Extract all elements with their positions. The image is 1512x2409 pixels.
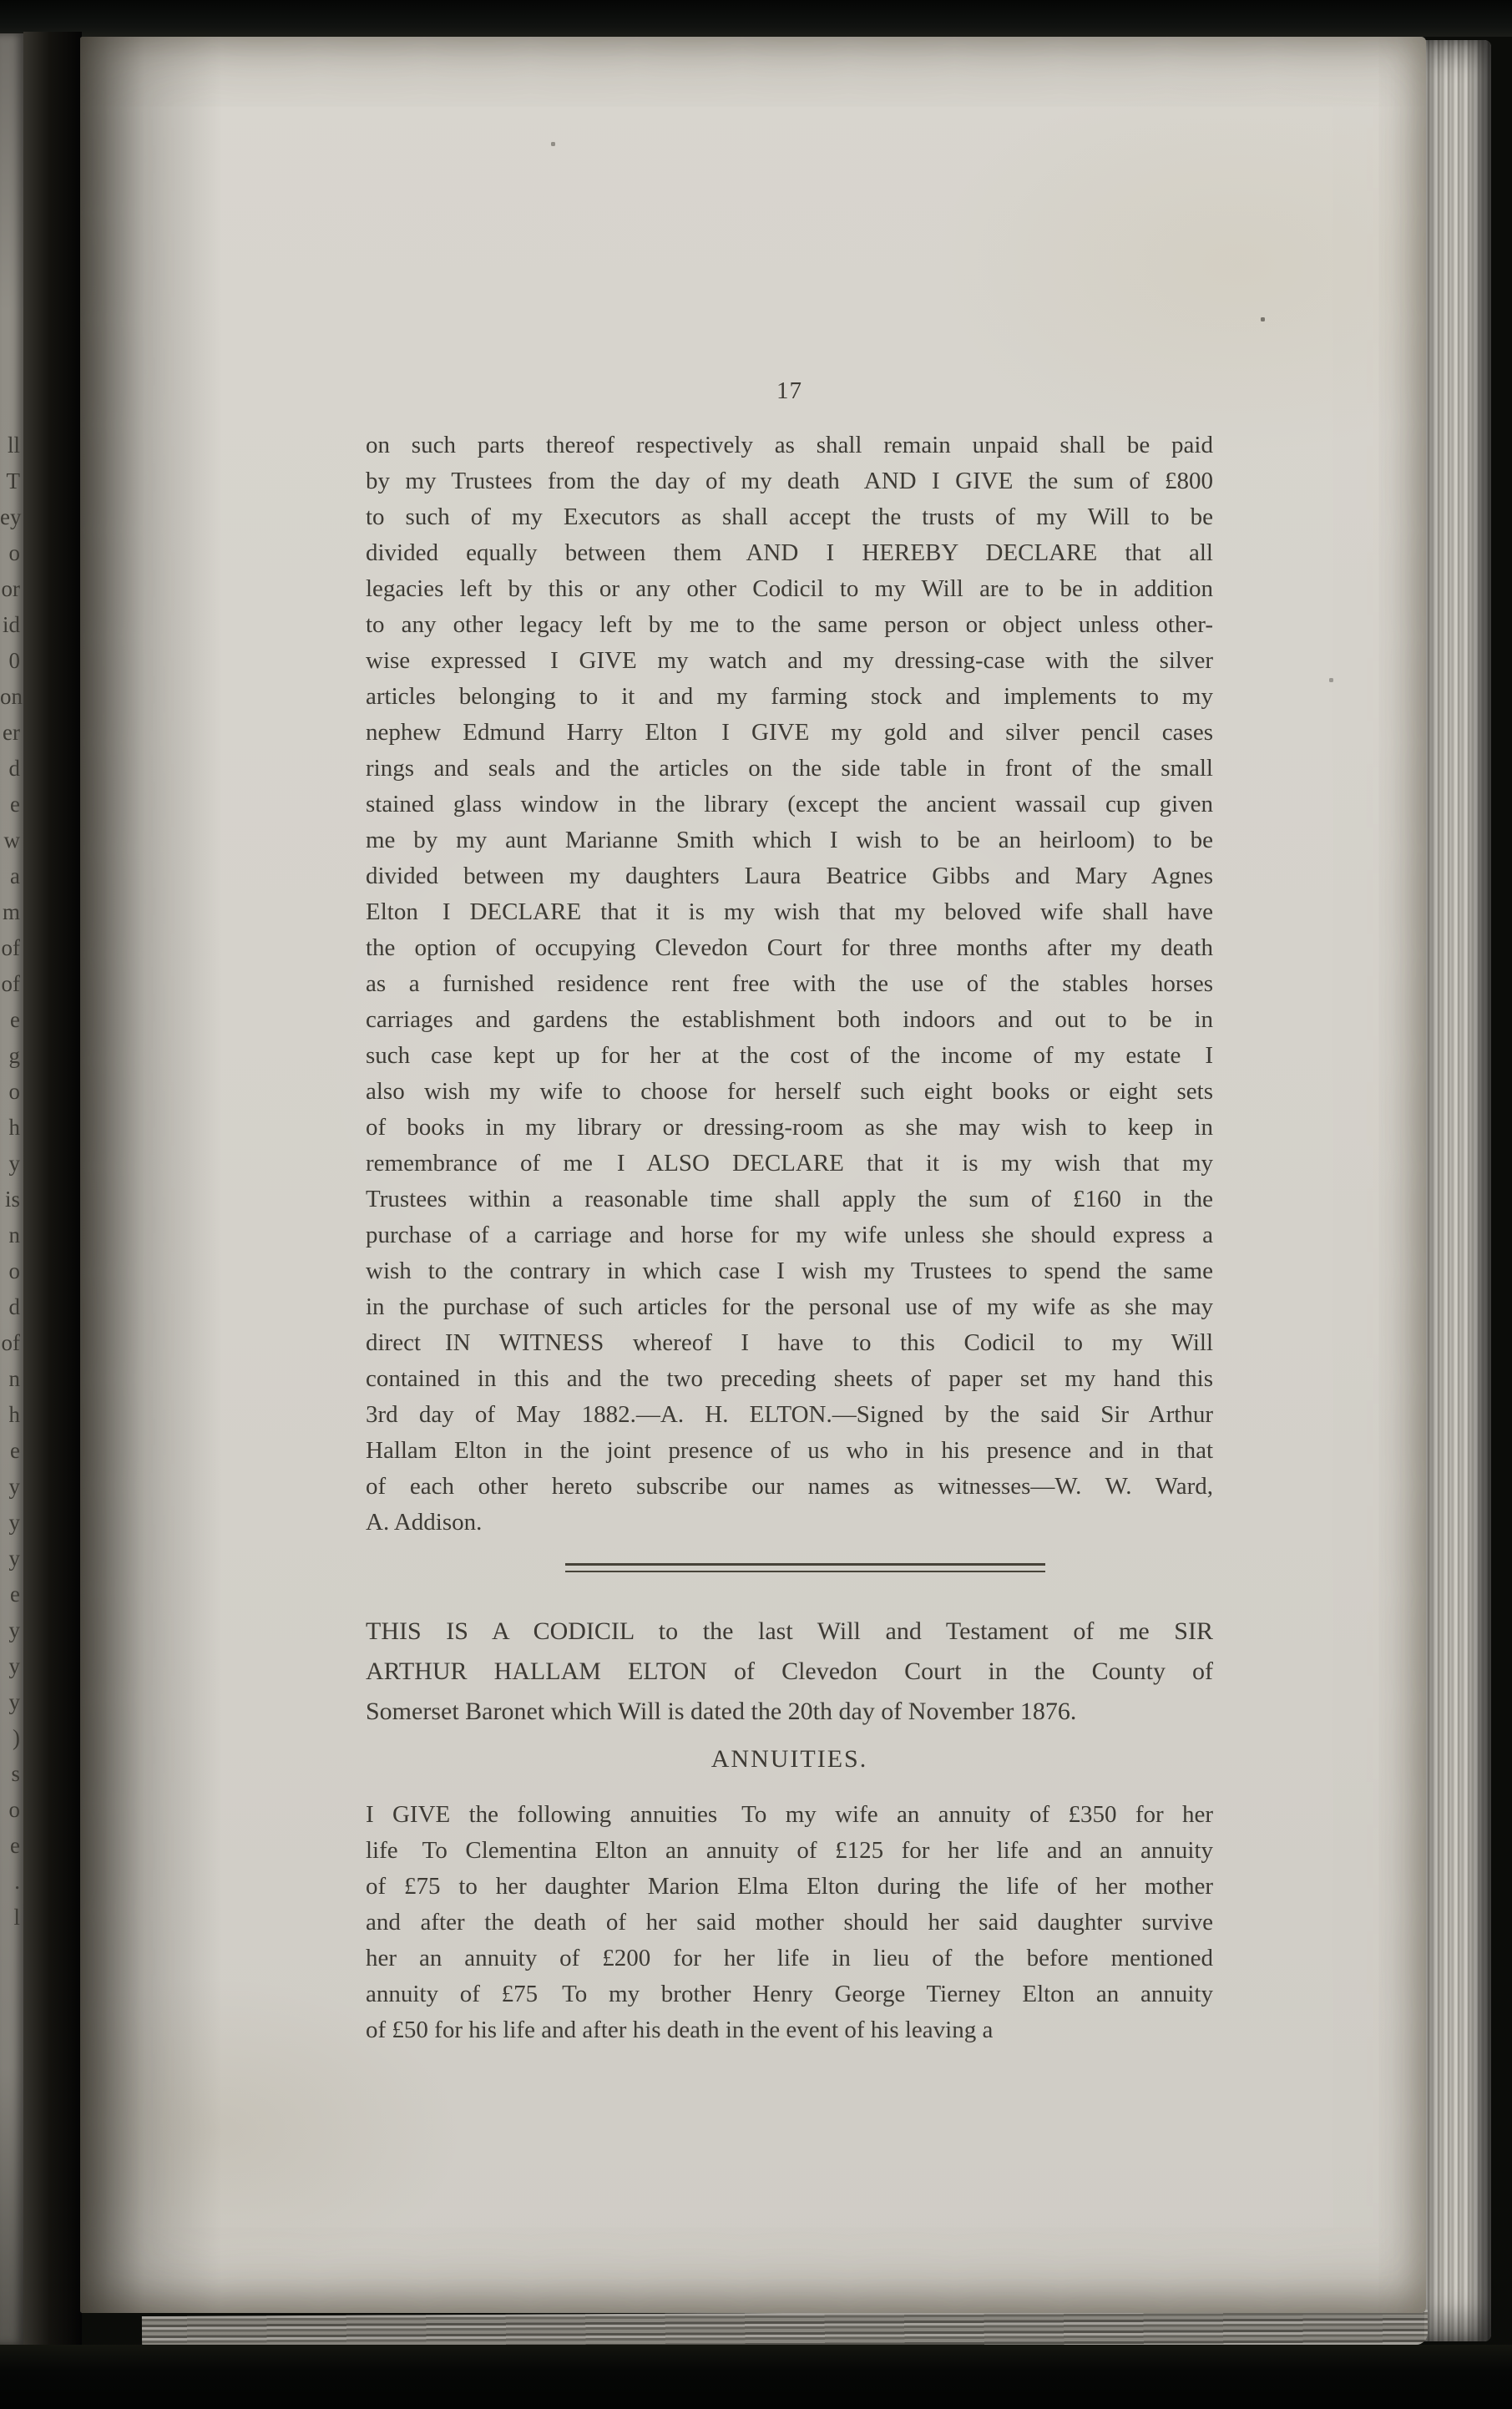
text-line: Hallam Elton in the joint presence of us who in his presence and in that [366, 1437, 1213, 1464]
text-fragment: l [13, 1905, 20, 1930]
page-stack-right-edge [1424, 40, 1491, 2341]
text-line: stained glass window in the library (except the ancient wassail cup given [366, 791, 1213, 817]
text-fragment: ey [0, 504, 22, 529]
annuities-paragraph [366, 1797, 1213, 2048]
text-line: wish to the contrary in which case I wish my Trustees to spend the same [366, 1258, 1213, 1284]
text-line: such case kept up for her at the cost of the income of my estate I [366, 1042, 1213, 1069]
text-line: to any other legacy left by me to the same person or object unless other- [366, 611, 1213, 638]
text-line: of £75 to her daughter Marion Elma Elton during the life of her mother [366, 1873, 1213, 1900]
page-number: 17 [776, 377, 802, 404]
text-line: 3rd day of May 1882.—A. H. ELTON.—Signed by the said Sir Arthur [366, 1401, 1213, 1428]
text-fragment: e [10, 1833, 20, 1858]
text-fragment: on [0, 684, 23, 709]
text-fragment: s [11, 1761, 20, 1786]
text-line: I GIVE the following annuities To my wife an annuity of £350 for her [366, 1801, 1213, 1828]
text-fragment: y [8, 1689, 20, 1714]
text-fragment: d [8, 1294, 20, 1319]
main-paragraph [366, 428, 1213, 1541]
text-line: as a furnished residence rent free with the use of the stables horses [366, 970, 1213, 997]
text-line: to such of my Executors as shall accept the trusts of my Will to be [366, 504, 1213, 530]
text-line: in the purchase of such articles for the personal use of my wife as she may [366, 1293, 1213, 1320]
text-fragment: y [8, 1653, 20, 1678]
text-fragment: e [10, 792, 20, 817]
text-fragment: ll [7, 433, 20, 458]
text-fragment: m [2, 899, 20, 924]
text-fragment: of [1, 1330, 20, 1355]
text-line: wise expressed I GIVE my watch and my dressing-case with the silver [366, 647, 1213, 674]
facing-page-text-fragments [0, 428, 23, 1936]
text-line: divided equally between them AND I HEREBY DECLARE that all [366, 539, 1213, 566]
text-line: contained in this and the two preceding sheets of paper set my hand this [366, 1365, 1213, 1392]
text-fragment: h [8, 1402, 20, 1427]
text-fragment: e [10, 1007, 20, 1032]
text-line: of each other hereto subscribe our names as witnesses—W. W. Ward, [366, 1473, 1213, 1500]
text-fragment: e [10, 1438, 20, 1463]
text-line: and after the death of her said mother should her said daughter survive [366, 1909, 1213, 1936]
text-line: articles belonging to it and my farming stock and implements to my [366, 683, 1213, 710]
text-fragment: a [10, 863, 20, 888]
text-fragment: o [8, 1797, 20, 1822]
text-line: Somerset Baronet which Will is dated the 20th day of November 1876. [366, 1698, 1077, 1725]
text-fragment: . [14, 1869, 20, 1894]
text-fragment: er [3, 720, 20, 745]
text-line: also wish my wife to choose for herself such eight books or eight sets [366, 1078, 1213, 1105]
text-line: nephew Edmund Harry Elton I GIVE my gold and silver pencil cases [366, 719, 1213, 746]
text-line: carriages and gardens the establishment both indoors and out to be in [366, 1006, 1213, 1033]
text-line: of £50 for his life and after his death in the event of his leaving a [366, 2017, 994, 2043]
text-fragment: or [1, 576, 20, 601]
text-fragment: y [8, 1546, 20, 1571]
text-line: of books in my library or dressing-room as she may wish to keep in [366, 1114, 1213, 1141]
text-line: annuity of £75 To my brother Henry George Tierney Elton an annuity [366, 1981, 1213, 2007]
text-line: by my Trustees from the day of my death AND I GIVE the sum of £800 [366, 468, 1213, 494]
scan-bottom-band [0, 2345, 1512, 2409]
text-line: divided between my daughters Laura Beatrice Gibbs and Mary Agnes [366, 863, 1213, 889]
text-fragment: o [8, 540, 20, 565]
text-fragment: e [10, 1582, 20, 1607]
text-fragment: y [8, 1617, 20, 1642]
text-fragment: n [8, 1366, 20, 1391]
text-line: A. Addison. [366, 1509, 483, 1536]
paper-specks [80, 37, 81, 38]
text-fragment: g [8, 1043, 20, 1068]
text-line: on such parts thereof respectively as shall remain unpaid shall be paid [366, 432, 1213, 458]
text-fragment: is [4, 1187, 20, 1212]
text-line: purchase of a carriage and horse for my wife unless she should express a [366, 1222, 1213, 1248]
text-fragment: o [8, 1079, 20, 1104]
text-line: remembrance of me I ALSO DECLARE that it is my wish that my [366, 1150, 1213, 1177]
text-line: Trustees within a reasonable time shall apply the sum of £160 in the [366, 1186, 1213, 1212]
text-fragment: id [2, 612, 20, 637]
text-line: rings and seals and the articles on the side table in front of the small [366, 755, 1213, 782]
text-fragment: o [8, 1258, 20, 1283]
section-divider-rule [565, 1563, 1045, 1572]
text-line: direct IN WITNESS whereof I have to this Codicil to my Will [366, 1329, 1213, 1356]
scan-top-band [0, 0, 1512, 37]
text-line: life To Clementina Elton an annuity of £125 for her life and an annuity [366, 1837, 1213, 1864]
annuities-heading: ANNUITIES. [710, 1745, 868, 1773]
text-line: THIS IS A CODICIL to the last Will and Testament of me SIR [366, 1617, 1213, 1645]
text-fragment: T [6, 468, 20, 493]
text-line: the option of occupying Clevedon Court for three months after my death [366, 934, 1213, 961]
text-line: ARTHUR HALLAM ELTON of Clevedon Court in the County of [366, 1657, 1213, 1685]
text-fragment: y [8, 1510, 20, 1535]
text-fragment: w [3, 827, 20, 853]
text-fragment: d [8, 756, 20, 781]
text-fragment: 0 [8, 648, 20, 673]
text-line: Elton I DECLARE that it is my wish that my beloved wife shall have [366, 898, 1213, 925]
text-fragment: h [8, 1115, 20, 1140]
text-fragment: n [8, 1222, 20, 1248]
book-page [80, 37, 1426, 2313]
text-fragment: y [8, 1474, 20, 1499]
text-fragment: ) [13, 1725, 20, 1750]
text-line: legacies left by this or any other Codicil to my Will are to be in addition [366, 575, 1213, 602]
codicil-paragraph [366, 1612, 1213, 1732]
text-fragment: of [1, 935, 20, 960]
text-fragment: of [1, 971, 20, 996]
book-gutter [23, 32, 82, 2346]
text-fragment: y [8, 1151, 20, 1176]
text-line: me by my aunt Marianne Smith which I wish to be an heirloom) to be [366, 827, 1213, 853]
text-line: her an annuity of £200 for her life in lieu of the before mentioned [366, 1945, 1213, 1971]
